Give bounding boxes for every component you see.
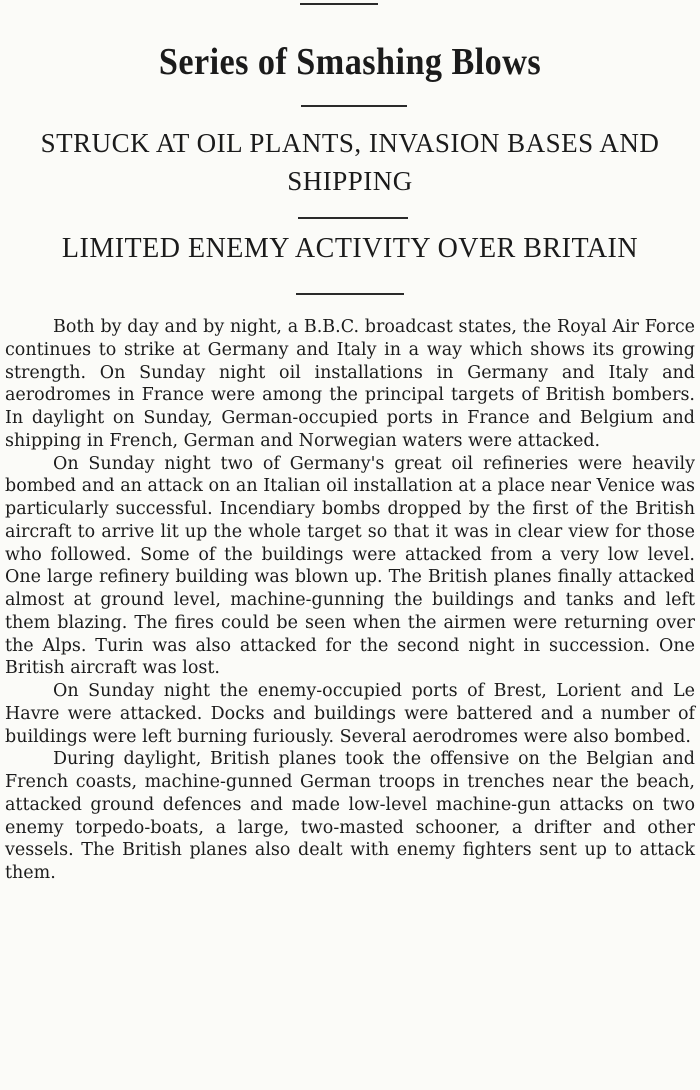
paragraph: On Sunday night the enemy-occupied ports of Brest, Lorient and Le Havre were attacked. Docks and buildings were battered and a number of buildings were left burning furiously. Several aerodromes were also bombed.	[5, 681, 695, 747]
paragraph: During daylight, British planes took the offensive on the Belgian and French coasts, machine-gunned German troops in trenches near the beach, attacked ground defences and made low-level machine-gun attacks on two enemy torpedo-boats, a large, two-masted schooner, a drifter and other vessels. The British planes also dealt with enemy fighters sent up to attack them.	[5, 749, 695, 883]
paragraph: On Sunday night two of Germany's great oil refineries were heavily bombed and an attack on an Italian oil installation at a place near Venice was particularly successful. Incendiary bombs dropped by the first of the British aircraft to arrive lit up the whole target so that it was in clear view for those who followed. Some of the buildings were attacked from a very low level. One large refinery building was blown up. The British planes finally attacked almost at ground level, machine-gunning the buildings and tanks and left them blazing. The fires could be seen when the airmen were returning over the Alps. Turin was also attacked for the second night in succession. One British aircraft was lost.	[5, 453, 695, 679]
paragraph: Both by day and by night, a B.B.C. broadcast states, the Royal Air Force continues to strike at Germany and Italy in a way which shows its growing strength. On Sunday night oil installations in Germany and Italy and aerodromes in France were among the principal targets of British bombers. In daylight on Sunday, German-occupied ports in France and Belgium and shipping in French, German and Norwegian waters were attacked.	[5, 317, 695, 451]
divider-rule	[301, 105, 407, 107]
top-rule	[300, 3, 378, 5]
divider-rule	[296, 293, 404, 295]
divider-rule	[298, 217, 408, 219]
headline: Series of Smashing Blows	[158, 41, 542, 83]
subheading-enemy-activity: LIMITED ENEMY ACTIVITY OVER BRITAIN	[61, 233, 639, 264]
subheading-oil-plants: STRUCK AT OIL PLANTS, INVASION BASES AND SHIPPING	[40, 128, 660, 196]
article-body	[5, 316, 695, 885]
